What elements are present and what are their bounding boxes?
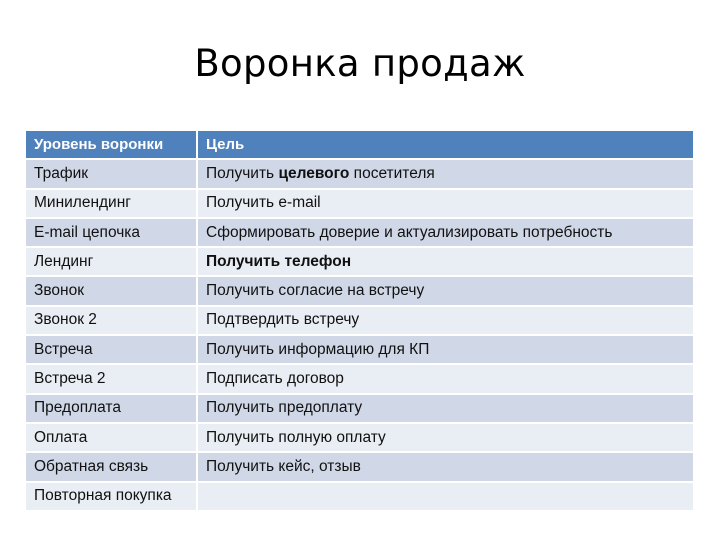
cell-level: Лендинг (26, 248, 198, 277)
cell-goal: Подписать договор (198, 365, 693, 394)
cell-level: Предоплата (26, 395, 198, 424)
cell-goal: Получить информацию для КП (198, 336, 693, 365)
cell-goal: Подтвердить встречу (198, 307, 693, 336)
cell-goal: Сформировать доверие и актуализировать потребность (198, 219, 693, 248)
goal-text-bold: целевого (278, 164, 350, 182)
table-row (26, 395, 693, 424)
cell-goal: Получить телефон (198, 248, 693, 277)
table-header-row (26, 131, 693, 160)
table-row (26, 424, 693, 453)
table-row (26, 365, 693, 394)
table-row (26, 248, 693, 277)
cell-goal (198, 483, 693, 512)
funnel-table (26, 131, 693, 512)
cell-goal: Получить полную оплату (198, 424, 693, 453)
table-row (26, 453, 693, 482)
cell-level: E-mail цепочка (26, 219, 198, 248)
header-goal: Цель (198, 131, 693, 160)
table-row (26, 219, 693, 248)
cell-level: Трафик (26, 160, 198, 189)
table-row (26, 307, 693, 336)
table-row (26, 190, 693, 219)
cell-level: Звонок (26, 277, 198, 306)
table-row (26, 483, 693, 512)
table-row (26, 160, 693, 189)
table-row (26, 277, 693, 306)
cell-level: Повторная покупка (26, 483, 198, 512)
cell-goal: Получить e-mail (198, 190, 693, 219)
cell-level: Обратная связь (26, 453, 198, 482)
table-row (26, 336, 693, 365)
slide-title: Воронка продаж (194, 42, 526, 85)
cell-level: Встреча (26, 336, 198, 365)
cell-level: Оплата (26, 424, 198, 453)
cell-goal: Получить согласие на встречу (198, 277, 693, 306)
header-level: Уровень воронки (26, 131, 198, 160)
cell-goal (198, 160, 693, 189)
cell-goal: Получить кейс, отзыв (198, 453, 693, 482)
cell-goal: Получить предоплату (198, 395, 693, 424)
cell-level: Минилендинг (26, 190, 198, 219)
goal-text-post: посетителя (349, 164, 435, 182)
cell-level: Встреча 2 (26, 365, 198, 394)
cell-level: Звонок 2 (26, 307, 198, 336)
goal-text-pre: Получить (206, 164, 279, 182)
